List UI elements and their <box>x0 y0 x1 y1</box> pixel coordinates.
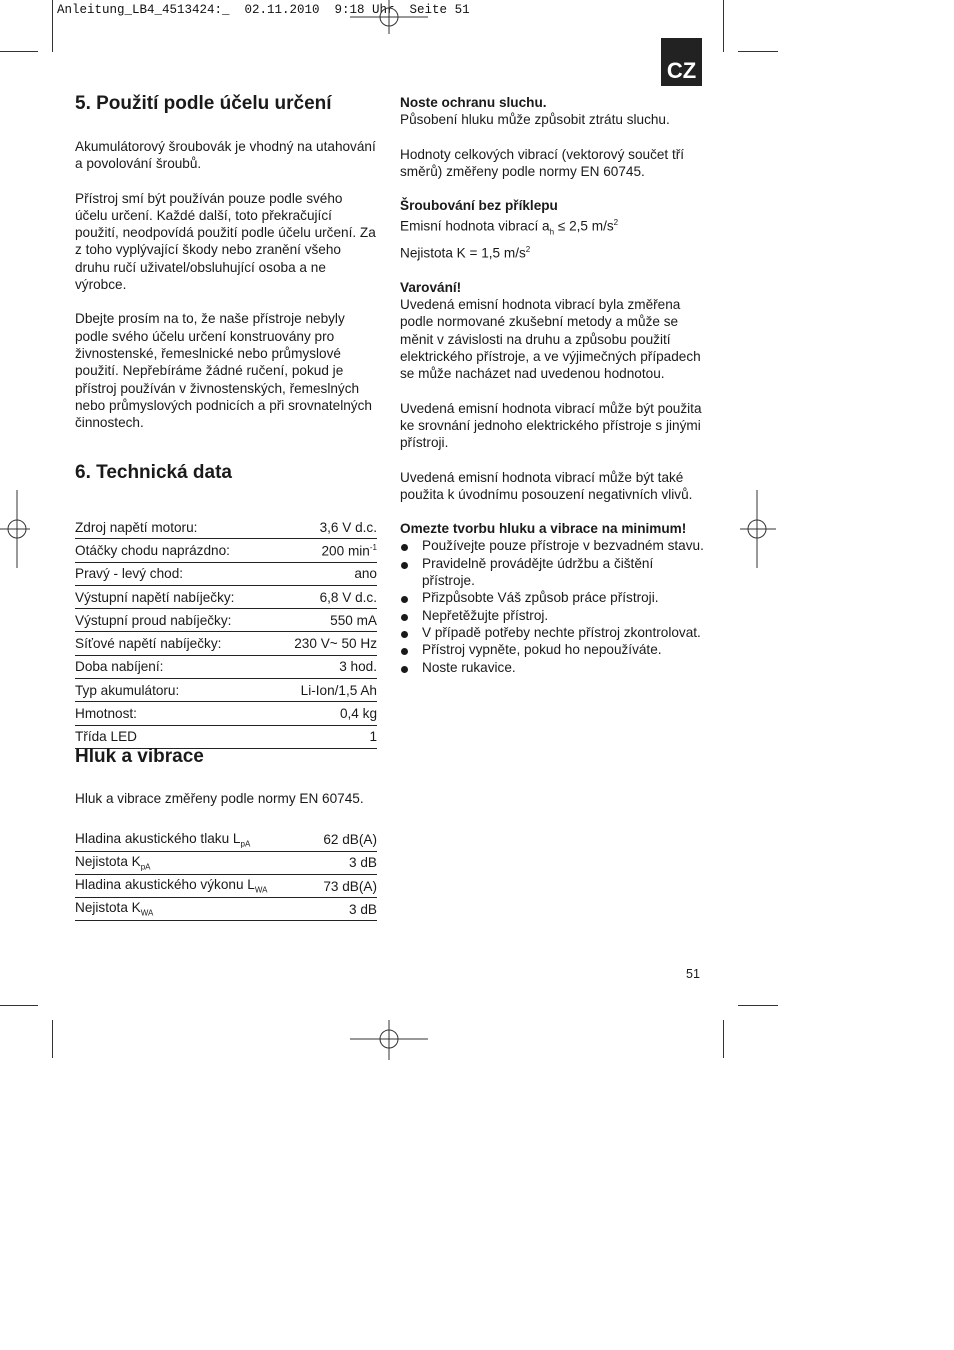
table-row <box>75 539 377 562</box>
section-5-title: 5. Použití podle účelu určení <box>75 93 332 114</box>
list-item: V případě potřeby nechte přístroj zkontrolovat. <box>400 624 705 641</box>
row-label: Typ akumulátoru: <box>75 682 180 698</box>
table-row <box>75 609 377 632</box>
crop-mark <box>52 1020 53 1058</box>
section-5-paragraph-3: Dbejte prosím na to, že naše přístroje nebyly podle svého účelu určení konstruovány pro živnostenské, řemeslnické nebo průmyslové použití. Nepřebíráme žádné ručení, pokud je přístroj používán v živnostenských, řemeslných nebo průmyslových podnicích a při srovnatelných činnostech. <box>75 311 372 431</box>
row-label: Otáčky chodu naprázdno: <box>75 542 230 558</box>
technical-data-table <box>75 516 377 749</box>
section-5 <box>75 93 377 431</box>
table-row <box>75 679 377 702</box>
section-6 <box>75 462 377 749</box>
row-value: ano <box>354 566 377 582</box>
registration-mark-bottom <box>350 1020 428 1060</box>
crop-mark <box>52 0 53 52</box>
row-label: Hladina akustického tlaku $L_{pA}$ <box>75 830 251 849</box>
warning-paragraph-1: Uvedená emisní hodnota vibrací byla změřena podle normované zkušební metody a může se měnit v závislosti na druhu a způsobu použití elektrického přístroje, a ve výjimečných případech se může nacházet nad uvedenou hodnotou. <box>400 297 701 382</box>
language-badge: CZ <box>661 38 702 86</box>
table-row <box>75 828 377 851</box>
hearing-protection-title: Noste ochranu sluchu. <box>400 95 547 110</box>
table-row <box>75 586 377 609</box>
emission-value: Emisní hodnota vibrací $a_h \le 2,5$ $m/s^2$ <box>400 218 619 237</box>
list-item: Noste rukavice. <box>400 659 705 676</box>
table-row <box>75 656 377 679</box>
row-value: 0,4 kg <box>339 706 377 722</box>
warning-paragraph-3: Uvedená emisní hodnota vibrací může být také použita k úvodnímu posouzení negativních vlivů. <box>400 469 693 502</box>
crop-mark <box>723 0 724 52</box>
uncertainty-value: Nejistota K = 1,5 $m/s^2$ <box>400 245 531 261</box>
right-column <box>400 94 705 676</box>
row-value: 6,8 V d.c. <box>319 589 377 605</box>
row-value: 3 dB <box>349 855 377 871</box>
table-row <box>75 702 377 725</box>
crop-mark <box>0 51 38 52</box>
row-label: Nejistota $K_{pA}$ <box>75 853 151 872</box>
warning-paragraph-2: Uvedená emisní hodnota vibrací může být použita ke srovnání jednoho elektrického přístroje s jinými přístroji. <box>400 400 702 451</box>
table-row <box>75 632 377 655</box>
row-label: Třída LED <box>75 729 137 745</box>
row-value: 62 dB(A) <box>323 831 377 847</box>
table-row <box>75 563 377 586</box>
list-item: Používejte pouze přístroje v bezvadném stavu. <box>400 537 705 554</box>
row-label: Doba nabíjení: <box>75 659 164 675</box>
table-row <box>75 852 377 875</box>
list-item: Pravidelně provádějte údržbu a čištění přístroje. <box>400 555 705 590</box>
row-value: 3,6 V d.c. <box>319 519 377 535</box>
crop-mark <box>738 51 778 52</box>
table-row <box>75 516 377 539</box>
section-5-paragraph-2: Přístroj smí být používán pouze podle svého účelu určení. Každé další, toto překračující použití, neodpovídá použití podle účelu určení. Za z toho vyplývající škody nebo zranění všeho druhu ručí uživatel/obsluhující osoba a ne výrobce. <box>75 190 376 293</box>
noise-title: Hluk a vibrace <box>75 746 204 767</box>
recommendation-list <box>400 537 705 675</box>
row-label: Síťové napětí nabíječky: <box>75 636 222 652</box>
table-row <box>75 875 377 898</box>
vibration-intro: Hodnoty celkových vibrací (vektorový součet tří směrů) změřeny podle normy EN 60745. <box>400 146 685 179</box>
crop-mark <box>738 1005 778 1006</box>
print-slug: Anleitung_LB4_4513424:_ 02.11.2010 9:18 Uhr Seite 51 <box>57 3 470 17</box>
row-label: Pravý - levý chod: <box>75 566 184 582</box>
row-value: 200 $\min^{-1}$ <box>321 542 377 559</box>
screwing-title: Šroubování bez příklepu <box>400 198 558 214</box>
row-value: 1 <box>369 729 377 745</box>
row-value: 3 hod. <box>339 659 377 675</box>
row-label: Hmotnost: <box>75 706 137 722</box>
section-6-title: 6. Technická data <box>75 462 232 483</box>
row-value: 3 dB <box>349 901 377 917</box>
list-item: Přístroj vypněte, pokud ho nepoužíváte. <box>400 641 705 658</box>
row-label: Zdroj napětí motoru: <box>75 519 198 535</box>
list-item: Nepřetěžujte přístroj. <box>400 607 705 624</box>
section-5-paragraph-1: Akumulátorový šroubovák je vhodný na utahování a povolování šroubů. <box>75 139 376 172</box>
registration-mark-left <box>0 490 30 568</box>
table-row <box>75 898 377 921</box>
noise-table <box>75 828 377 921</box>
noise-intro: Hluk a vibrace změřeny podle normy EN 60745. <box>75 791 364 806</box>
row-value: 73 dB(A) <box>323 878 377 894</box>
crop-mark <box>723 1020 724 1058</box>
page-number: 51 <box>686 967 700 981</box>
row-label: Nejistota $K_{WA}$ <box>75 900 154 919</box>
row-label: Výstupní proud nabíječky: <box>75 612 232 628</box>
minimize-title: Omezte tvorbu hluku a vibrace na minimum! <box>400 521 687 537</box>
hearing-protection-text: Působení hluku může způsobit ztrátu sluchu. <box>400 112 670 128</box>
noise-section <box>75 746 377 921</box>
warning-title: Varování! <box>400 279 462 295</box>
registration-mark-right <box>740 490 776 568</box>
row-value: Li-Ion/1,5 Ah <box>300 682 377 698</box>
row-value: 230 V~ 50 Hz <box>294 636 377 652</box>
row-label: Hladina akustického výkonu $L_{WA}$ <box>75 877 268 895</box>
row-value: 550 mA <box>330 612 377 628</box>
registration-mark-top <box>350 0 428 36</box>
list-item: Přizpůsobte Váš způsob práce přístroji. <box>400 589 705 606</box>
crop-mark <box>0 1005 38 1006</box>
row-label: Výstupní napětí nabíječky: <box>75 589 235 605</box>
